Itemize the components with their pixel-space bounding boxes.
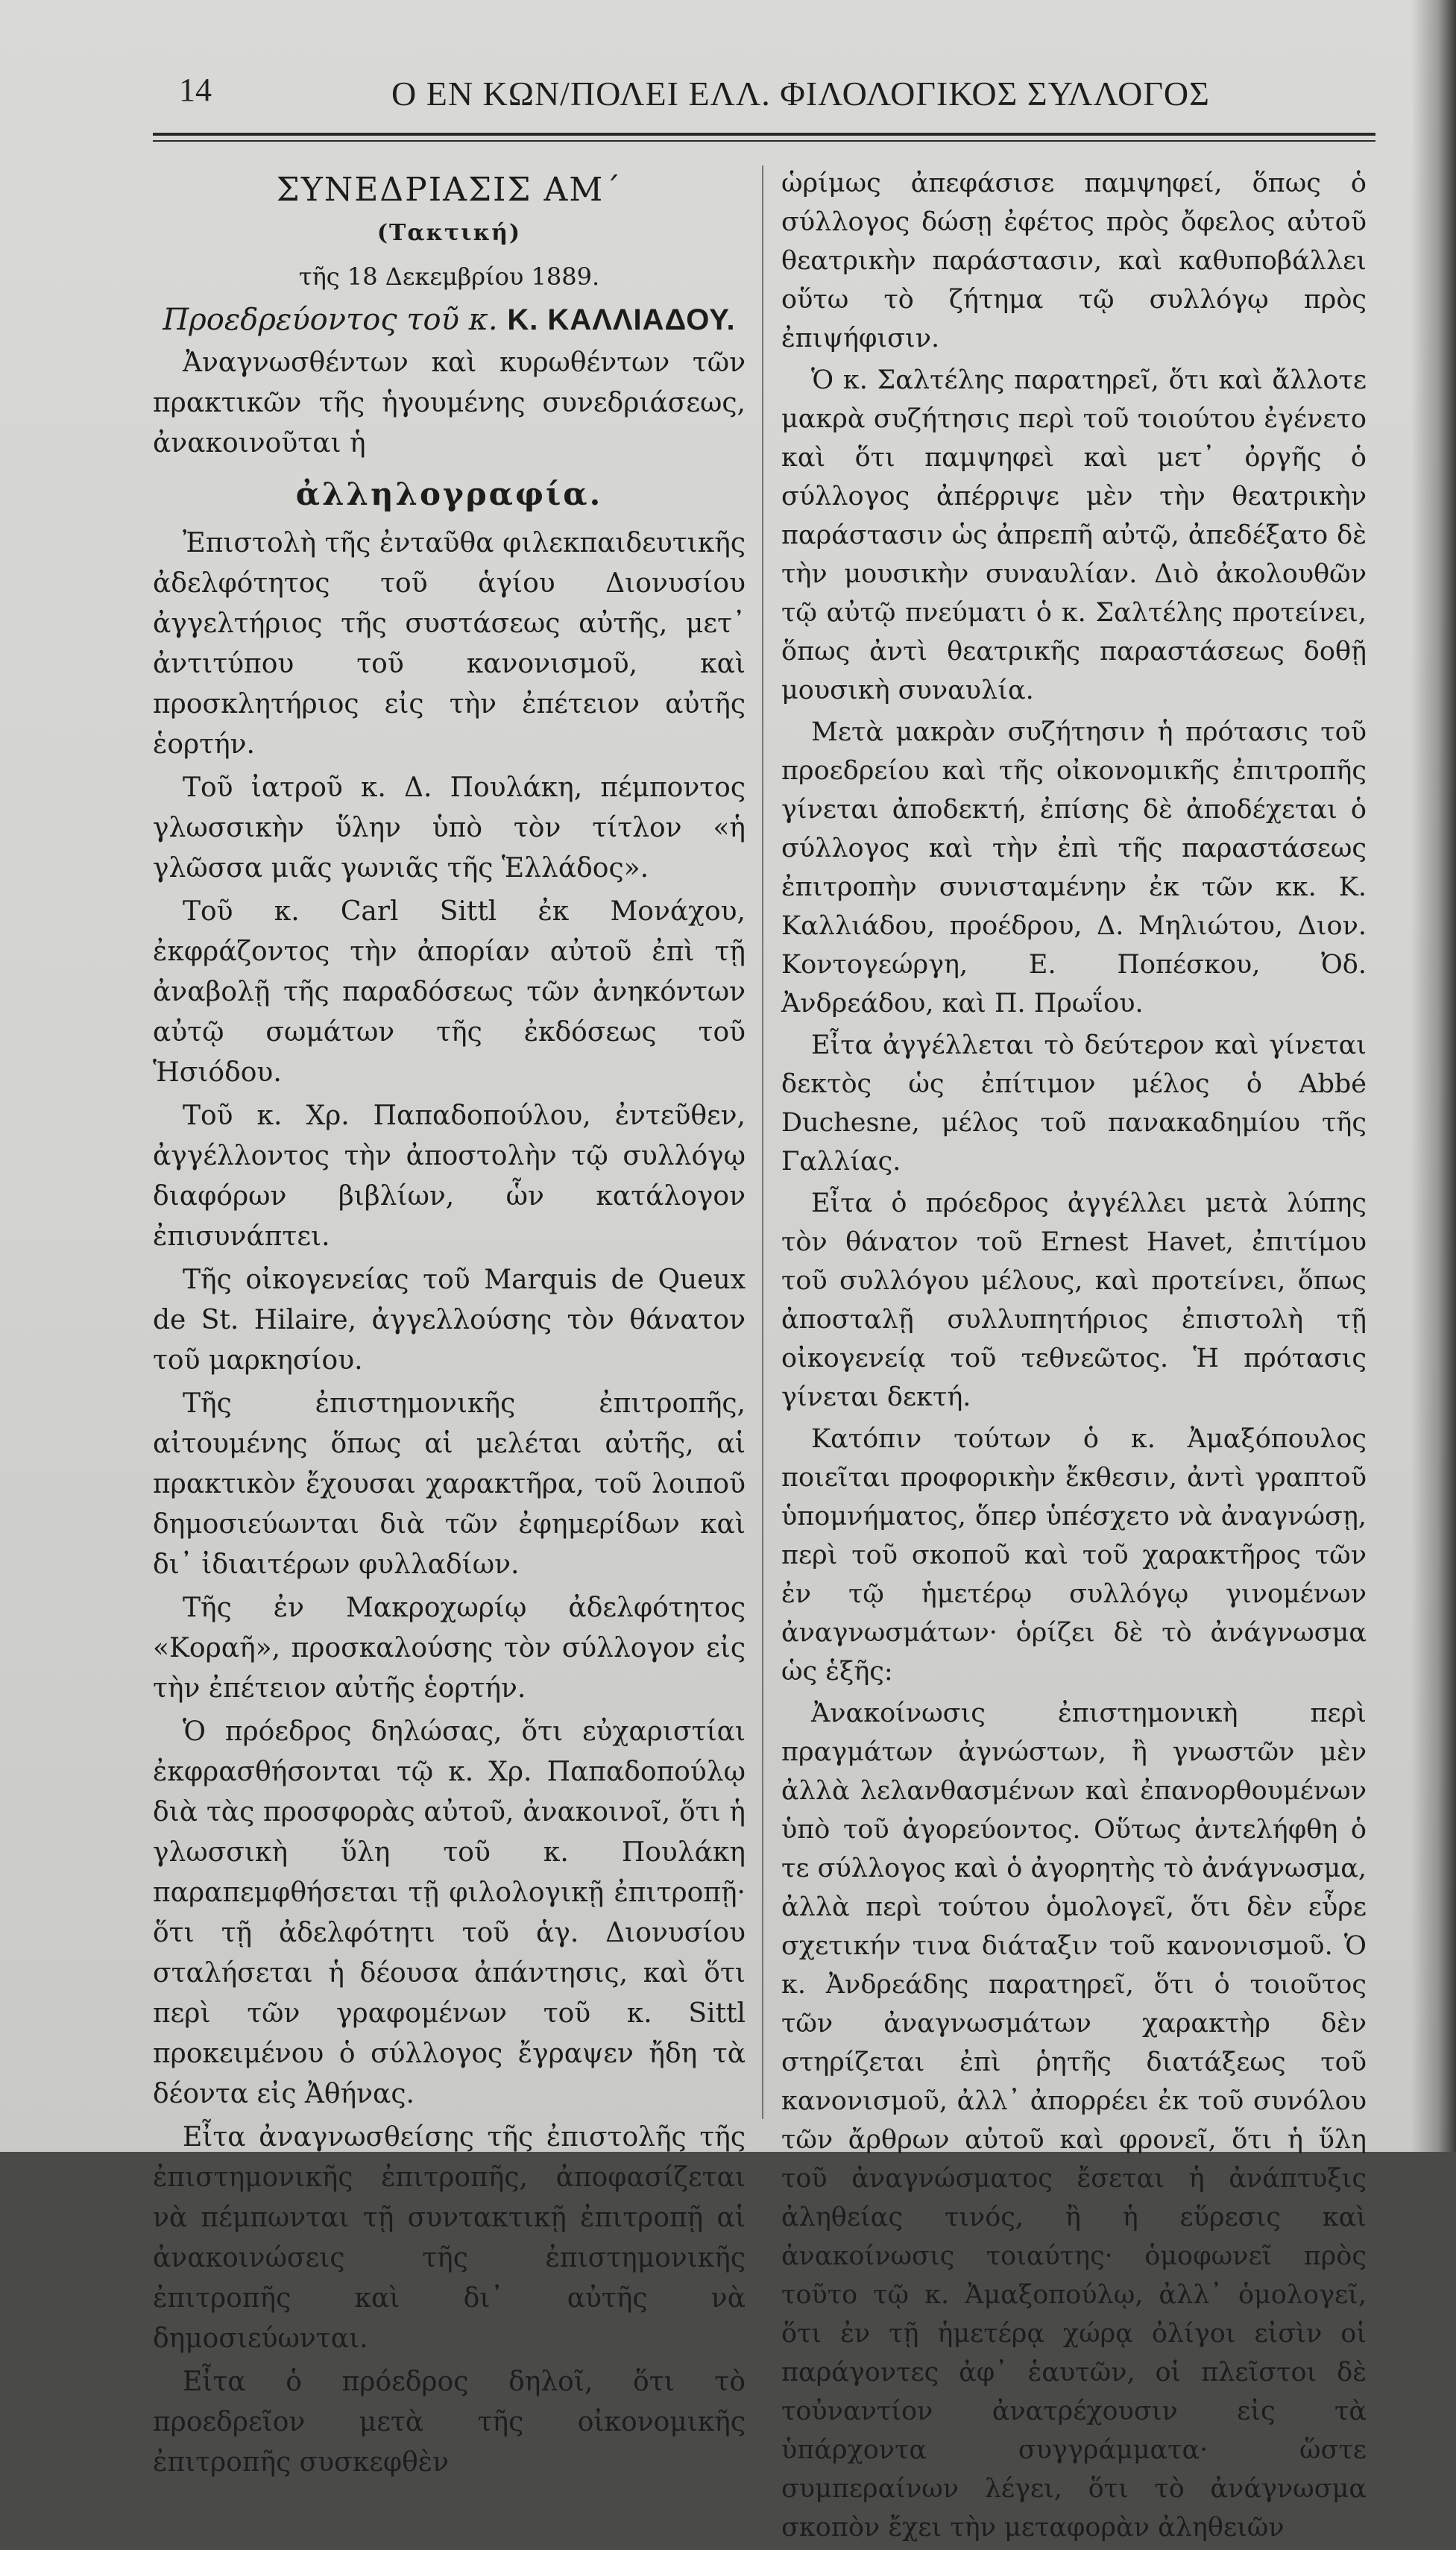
paragraph: Τῆς οἰκογενείας τοῦ Marquis de Queux de St. Hilaire, ἀγγελλούσης τὸν θάνατον τοῦ μαρκησίου. xyxy=(153,1265,746,1376)
session-type: (Τακτική) xyxy=(376,220,522,246)
presiding-name: Κ. ΚΑΛΛΙΑΔΟΥ. xyxy=(507,303,736,336)
paragraph: Ἐπιστολὴ τῆς ἐνταῦθα φιλεκπαιδευτικῆς ἀδελφότητος τοῦ ἁγίου Διονυσίου ἀγγελτήριος τῆς συστάσεως αὐτῆς, μετ᾽ ἀντιτύπου τοῦ κανονισμοῦ, καὶ προσκλητήριος εἰς τὴν ἐπέτειον αὐτῆς ἑορτήν. xyxy=(153,528,746,760)
left-column xyxy=(153,164,746,2486)
running-title: Ο ΕΝ ΚΩΝ/ΠΟΛΕΙ ΕΛΛ. ΦΙΛΟΛΟΓΙΚΟΣ ΣΥΛΛΟΓΟΣ xyxy=(391,75,1210,113)
column-divider xyxy=(762,166,763,2119)
continuation-paragraph: ὡρίμως ἀπεφάσισε παμψηφεί, ὅπως ὁ σύλλογος δώσῃ ἐφέτος πρὸς ὄφελος αὐτοῦ θεατρικὴν παράστασιν, καὶ καθυποβάλλει οὕτω τὸ ζήτημα τῷ συλλόγῳ πρὸς ἐπιψήφισιν. xyxy=(781,169,1367,353)
paragraph: Τοῦ κ. Χρ. Παπαδοπούλου, ἐντεῦθεν, ἀγγέλλοντος τὴν ἀποστολὴν τῷ συλλόγῳ διαφόρων βιβλίων, ὧν κατάλογον ἐπισυνάπτει. xyxy=(153,1101,746,1252)
page-binding-shadow xyxy=(1411,0,1456,2152)
header-rule-thin xyxy=(153,140,1375,142)
session-title: ΣΥΝΕΔΡΙΑΣΙΣ ΑΜ΄ xyxy=(276,171,623,209)
paragraph: Ἀνακοίνωσις ἐπιστημονικὴ περὶ πραγμάτων ἀγνώστων, ἢ γνωστῶν μὲν ἀλλὰ λελανθασμένων καὶ ἐπανορθουμένων ὑπὸ τοῦ ἀγορεύοντος. Οὕτως ἀντελήφθη ὁ τε σύλλογος καὶ ὁ ἀγορητὴς τὸ ἀνάγνωσμα, ἀλλὰ περὶ τούτου ὁμολογεῖ, ὅτι δὲν εὗρε σχετικήν τινα διάταξιν τοῦ κανονισμοῦ. Ὁ κ. Ἀνδρεάδης παρατηρεῖ, ὅτι ὁ τοιοῦτος τῶν ἀναγνωσμάτων χαρακτὴρ δὲν στηρίζεται ἐπὶ ῥητῆς διατάξεως τοῦ κανονισμοῦ, ἀλλ᾽ ἀπορρέει ἐκ τοῦ συνόλου τῶν ἄρθρων αὐτοῦ καὶ φρονεῖ, ὅτι ἡ ὕλη τοῦ ἀναγνώσματος ἔσεται ἡ ἀνάπτυξις ἀληθείας τινός, ἢ ἡ εὕρεσις καὶ ἀνακοίνωσις τοιαύτης· ὁμοφωνεῖ πρὸς τοῦτο τῷ κ. Ἀμαξοπούλῳ, ἀλλ᾽ ὁμολογεῖ, ὅτι ἐν τῇ ἡμετέρᾳ χώρᾳ ὀλίγοι εἰσὶν οἱ παράγοντες ἀφ᾽ ἑαυτῶν, οἱ πλεῖστοι δὲ τοὐναντίον ἀνατρέχουσιν εἰς τὰ ὑπάρχοντα συγγράμματα· ὥστε συμπεραίνων λέγει, ὅτι τὸ ἀνάγνωσμα σκοπὸν ἔχει τὴν μεταφορὰν ἀληθειῶν xyxy=(781,1699,1367,2543)
paragraph: Τῆς ἐν Μακροχωρίῳ ἀδελφότητος «Κοραῆ», προσκαλούσης τὸν σύλλογον εἰς τὴν ἐπέτειον αὐτῆς ἑορτήν. xyxy=(153,1593,746,1704)
paragraph: Εἶτα ἀγγέλλεται τὸ δεύτερον καὶ γίνεται δεκτὸς ὡς ἐπίτιμον μέλος ὁ Abbé Duchesne, μέλος τοῦ πανακαδημίου τῆς Γαλλίας. xyxy=(781,1030,1367,1177)
page-number: 14 xyxy=(179,72,212,108)
paragraph: Τοῦ ἰατροῦ κ. Δ. Πουλάκη, πέμποντος γλωσσικὴν ὕλην ὑπὸ τὸν τίτλον «ἡ γλῶσσα μιᾶς γωνιᾶς τῆς Ἑλλάδος». xyxy=(153,772,746,884)
paragraph: Εἶτα ὁ πρόεδρος ἀγγέλλει μετὰ λύπης τὸν θάνατον τοῦ Ernest Havet, ἐπιτίμου τοῦ συλλόγου μέλους, καὶ προτείνει, ὅπως ἀποσταλῇ συλλυπητήριος ἐπιστολὴ τῇ οἰκογενείᾳ τοῦ τεθνεῶτος. Ἡ πρότασις γίνεται δεκτή. xyxy=(781,1189,1367,1412)
presiding-prefix: Προεδρεύοντος τοῦ κ. xyxy=(163,303,498,337)
paragraph: Τῆς ἐπιστημονικῆς ἐπιτροπῆς, αἰτουμένης ὅπως αἱ μελέται αὐτῆς, αἱ πρακτικὸν ἔχουσαι χαρακτῆρα, τοῦ λοιποῦ δημοσιεύωνται διὰ τῶν ἐφημερίδων καὶ δι᾽ ἰδιαιτέρων φυλλαδίων. xyxy=(153,1388,746,1580)
paragraph: Τοῦ κ. Carl Sittl ἐκ Μονάχου, ἐκφράζοντος τὴν ἀπορίαν αὐτοῦ ἐπὶ τῇ ἀναβολῇ τῆς παραδόσεως τῶν ἀνηκόντων αὐτῷ σωμάτων τῆς ἐκδόσεως τοῦ Ἡσιόδου. xyxy=(153,896,746,1088)
presiding-line xyxy=(153,300,746,340)
section-heading: ἀλληλογραφία. xyxy=(295,476,603,512)
paragraph: Εἶτα ὁ πρόεδρος δηλοῖ, ὅτι τὸ προεδρεῖον μετὰ τῆς οἰκονομικῆς ἐπιτροπῆς συσκεφθὲν xyxy=(153,2367,746,2478)
paragraph: Εἶτα ἀναγνωσθείσης τῆς ἐπιστολῆς τῆς ἐπιστημονικῆς ἐπιτροπῆς, ἀποφασίζεται νὰ πέμπωνται τῇ συντακτικῇ ἐπιτροπῇ αἱ ἀνακοινώσεις τῆς ἐπιστημονικῆς ἐπιτροπῆς καὶ δι᾽ αὐτῆς νὰ δημοσιεύωνται. xyxy=(153,2122,746,2354)
paragraph: Ὁ πρόεδρος δηλώσας, ὅτι εὐχαριστίαι ἐκφρασθήσονται τῷ κ. Χρ. Παπαδοπούλῳ διὰ τὰς προσφορὰς αὐτοῦ, ἀνακοινοῖ, ὅτι ἡ γλωσσικὴ ὕλη τοῦ κ. Πουλάκη παραπεμφθήσεται τῇ φιλολογικῇ ἐπιτροπῇ· ὅτι τῇ ἀδελφότητι τοῦ ἁγ. Διονυσίου σταλήσεται ἡ δέουσα ἀπάντησις, καὶ ὅτι περὶ τῶν γραφομένων τοῦ κ. Sittl προκειμένου ὁ σύλλογος ἔγραψεν ἤδη τὰ δέοντα εἰς Ἀθήνας. xyxy=(153,1716,746,2109)
paragraph: Κατόπιν τούτων ὁ κ. Ἀμαξόπουλος ποιεῖται προφορικὴν ἔκθεσιν, ἀντὶ γραπτοῦ ὑπομνήματος, ὅπερ ὑπέσχετο νὰ ἀναγνώσῃ, περὶ τοῦ σκοποῦ καὶ τοῦ χαρακτῆρος τῶν ἐν τῷ ἡμετέρῳ συλλόγῳ γινομένων ἀναγνωσμάτων· ὁρίζει δὲ τὸ ἀνάγνωσμα ὡς ἑξῆς: xyxy=(781,1424,1367,1687)
header-rule xyxy=(153,133,1375,136)
paragraph: Ὁ κ. Σαλτέλης παρατηρεῖ, ὅτι καὶ ἄλλοτε μακρὰ συζήτησις περὶ τοῦ τοιούτου ἐγένετο καὶ ὅτι παμψηφεὶ καὶ μετ᾽ ὀργῆς ὁ σύλλογος ἀπέρριψε μὲν τὴν θεατρικὴν παράστασιν ὡς ἀπρεπῆ αὐτῷ, ἀπεδέξατο δὲ τὴν μουσικὴν συναυλίαν. Διὸ ἀκολουθῶν τῷ αὐτῷ πνεύματι ὁ κ. Σαλτέλης προτείνει, ὅπως ἀντὶ θεατρικῆς παραστάσεως δοθῇ μουσικὴ συναυλία. xyxy=(781,365,1367,705)
page-header xyxy=(179,71,1372,130)
paragraph: Μετὰ μακρὰν συζήτησιν ἡ πρότασις τοῦ προεδρείου καὶ τῆς οἰκονομικῆς ἐπιτροπῆς γίνεται ἀποδεκτή, ἐπίσης δὲ ἀποδέχεται ὁ σύλλογος καὶ τὴν ἐπὶ τῆς παραστάσεως ἐπιτροπὴν συνισταμένην ἐκ τῶν κκ. Κ. Καλλιάδου, προέδρου, Δ. Μηλιώτου, Διον. Κοντογεώργη, Ε. Ποπέσκου, Ὀδ. Ἀνδρεάδου, καὶ Π. Πρωΐου. xyxy=(781,717,1367,1019)
intro-paragraph: Ἀναγνωσθέντων καὶ κυρωθέντων τῶν πρακτικῶν τῆς ἡγουμένης συνεδριάσεως, ἀνακοινοῦται ἡ xyxy=(153,347,746,459)
session-date: τῆς 18 Δεκεμβρίου 1889. xyxy=(298,262,600,291)
right-column xyxy=(781,164,1367,2550)
